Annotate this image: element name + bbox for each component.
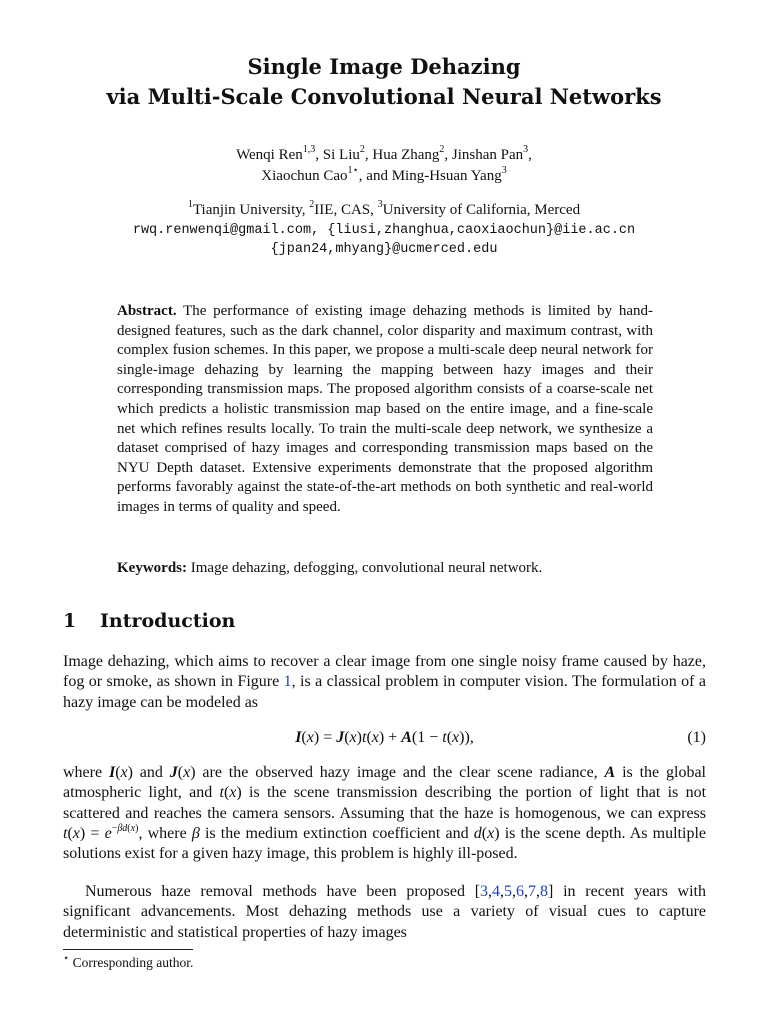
author-affil-mark: 2 [359, 144, 365, 155]
equation-formula: I(x) = J(x)t(x) + A(1 − t(x)), [295, 729, 474, 746]
email-line2[interactable]: {jpan24,mhyang}@ucmerced.edu [270, 242, 498, 257]
footnote [63, 954, 193, 972]
author-affil-mark: 3 [501, 165, 507, 176]
section-title: Introduction [100, 610, 236, 632]
email-line1[interactable]: rwq.renwenqi@gmail.com, {liusi,zhanghua,caoxiaochun}@iie.ac.cn [132, 223, 636, 238]
intro-text: is the scene depth. As multiple solutions exist for a given hazy image, this problem is highly ill-posed. [63, 824, 706, 863]
affil-mark: 2 [309, 199, 315, 210]
authors-line2: Xiaochun Cao$^{1⋆}$, and Ming-Hsuan Yang$^3$ [261, 165, 507, 184]
paper-title-line2: via Multi-Scale Convolutional Neural Networks [106, 84, 662, 109]
affil-mark: 1 [187, 199, 193, 210]
intro-text: is the medium extinction coefficient and [204, 824, 469, 842]
figure-ref-link[interactable]: 1 [283, 673, 292, 691]
citation-link[interactable]: 5 [504, 883, 513, 900]
affil-name: University of California, Merced [382, 202, 581, 218]
intro-text: is the scene transmission describing the portion of light that is not scattered and reaches the camera sensors. Assuming that the haze is homogenous, we can express [63, 784, 707, 822]
affil-mark: 3 [377, 199, 383, 210]
citation-link[interactable]: 4 [492, 883, 501, 900]
affiliations: $^1$Tianjin University, $^2$IIE, CAS, $^3$University of California, Merced [187, 199, 581, 218]
affil-name: IIE, CAS [314, 202, 371, 218]
author-name: Wenqi Ren [236, 147, 303, 163]
intro-paragraph-3: Numerous haze removal methods have been proposed [3,4,5,6,7,8] in recent years with significant advancements. Most dehazing methods use a variety of visual cues to capture deterministic and statistical properties of hazy images [63, 883, 706, 941]
intro-text: , is a classical problem in computer vision. The formulation of a hazy image can be modeled as [63, 673, 706, 711]
author-name: Si Liu [322, 147, 360, 163]
intro-text: Image dehazing, which aims to recover a clear image from one single noisy frame caused by haze, fog or smoke, as shown in Figure [63, 653, 706, 691]
intro-text: is the global atmospheric light, and [63, 764, 707, 802]
keywords [117, 558, 677, 578]
author-name: Jinshan Pan [451, 147, 524, 163]
section-heading [63, 608, 235, 634]
intro-text: are the observed hazy image and the clear scene radiance, [202, 764, 598, 781]
author-name: Hua Zhang [372, 147, 440, 163]
keywords-label: Keywords: [117, 560, 187, 576]
intro-text: ] in recent years with significant advancements. Most dehazing methods use a variety of visual cues to capture deterministic and statistical properties of hazy images [63, 883, 706, 941]
intro-paragraph-2: where I(x) and J(x) are the observed hazy image and the clear scene radiance, A is the global atmospheric light, and t(x) is the scene transmission describing the portion of light that is not scattered and reaches the camera sensors. Assuming that the haze is homogenous, we can express $t(x) = e^{-\beta d(x)}$, where β is the medium extinction coefficient and d(x) is the scene depth. As multiple solutions exist for a given hazy image, this problem is highly ill-posed. [63, 764, 707, 863]
intro-paragraph-1 [63, 652, 706, 713]
author-affil-mark: 3 [523, 144, 529, 155]
abstract-label: Abstract. [117, 303, 177, 319]
author-conjunction: and [366, 168, 388, 184]
paper-title-line1: Single Image Dehazing [247, 54, 521, 79]
section-number: 1 [63, 610, 77, 632]
author-affil-mark: 1,3 [302, 144, 316, 155]
abstract [117, 302, 653, 518]
footnote-text: Corresponding author. [72, 955, 194, 970]
affil-name: Tianjin University [192, 202, 302, 218]
citation-link[interactable]: 7 [528, 883, 537, 900]
equation-number: (1) [687, 729, 706, 746]
footnote-mark: ⋆ [63, 952, 70, 964]
keywords-text: Image dehazing, defogging, convolutional neural network. [190, 560, 543, 576]
citation-link[interactable]: 3 [480, 883, 489, 900]
equation-1 [63, 727, 706, 749]
intro-text: , where [138, 824, 187, 842]
footnote-divider [63, 949, 193, 950]
intro-text: where [63, 764, 103, 781]
author-affil-mark: 2 [439, 144, 445, 155]
authors-line1: Wenqi Ren$^{1,3}$, Si Liu$^2$, Hua Zhang$^2$, Jinshan Pan$^3$, [236, 144, 532, 163]
author-name: Ming-Hsuan Yang [391, 168, 502, 184]
abstract-text: The performance of existing image dehazing methods is limited by hand-designed features, such as the dark channel, color disparity and maximum contrast, with complex fusion schemes. In this paper, we propose a multi-scale deep neural network for single-image dehazing by learning the mapping between hazy images and their corresponding transmission maps. The proposed algorithm consists of a coarse-scale net which predicts a holistic transmission map based on the entire image, and a fine-scale net which refines results locally. To train the multi-scale deep network, we synthesize a dataset comprised of hazy images and corresponding transmission maps based on the NYU Depth dataset. Extensive experiments demonstrate that the proposed algorithm performs favorably against the state-of-the-art methods on both synthetic and real-world images in terms of quality and speed. [117, 303, 654, 515]
citation-link[interactable]: 8 [540, 883, 549, 900]
citation-link[interactable]: 6 [516, 883, 525, 900]
author-affil-mark: 1⋆ [347, 165, 359, 176]
author-name: Xiaochun Cao [261, 168, 348, 184]
intro-text: Numerous haze removal methods have been proposed [ [85, 883, 481, 900]
